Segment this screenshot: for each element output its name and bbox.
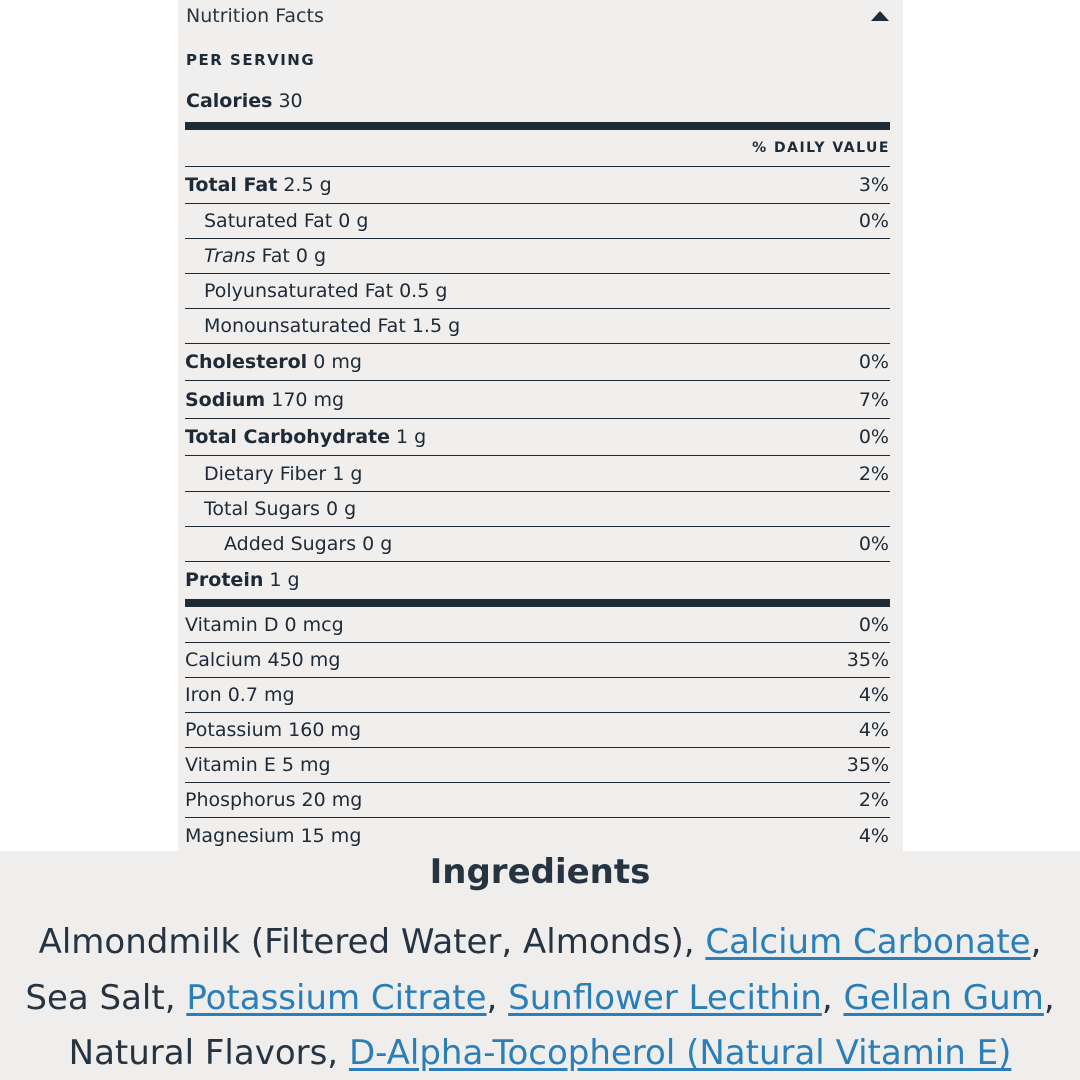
ingredient-link-potassium-citrate[interactable]: Potassium Citrate — [186, 978, 487, 1018]
per-serving-label: PER SERVING — [186, 51, 316, 69]
nutrient-label: Total Fat — [185, 174, 278, 196]
nutrient-pct: 0% — [858, 426, 889, 448]
nutrient-label: Polyunsaturated Fat — [204, 280, 394, 302]
nutrient-pct: 3% — [858, 174, 889, 196]
nutrient-value: 0.5 g — [399, 280, 448, 302]
mineral-row-calcium — [185, 643, 890, 678]
nutrient-label: Protein — [185, 568, 264, 591]
nutrient-label: Saturated Fat — [204, 210, 333, 232]
nutrient-list — [185, 167, 890, 597]
nutrient-row-total-sugars — [185, 492, 890, 527]
ingredient-separator: , — [1030, 922, 1042, 962]
nutrient-label: Cholesterol — [185, 351, 308, 373]
nutrient-pct: 0% — [858, 533, 889, 555]
mineral-label: Calcium 450 mg — [185, 649, 341, 671]
nutrient-row-protein — [185, 562, 890, 597]
mineral-label: Magnesium 15 mg — [185, 824, 362, 847]
ingredients-line — [0, 1033, 1080, 1073]
nutrient-pct: 7% — [858, 388, 889, 411]
mineral-label: Potassium 160 mg — [185, 719, 362, 741]
nutrient-label: Monounsaturated Fat — [204, 315, 406, 337]
mineral-label: Phosphorus 20 mg — [185, 789, 363, 811]
panel-title: Nutrition Facts — [186, 5, 324, 27]
ingredients-line — [0, 978, 1080, 1018]
mineral-row-vitamin-e — [185, 748, 890, 783]
nutrient-value: 1 g — [332, 462, 363, 485]
nutrient-label: Trans — [204, 245, 256, 267]
nutrient-row-cholesterol — [185, 344, 890, 381]
mineral-pct: 0% — [858, 614, 889, 636]
nutrient-label: Total Sugars — [204, 498, 320, 520]
nutrient-value: 2.5 g — [283, 174, 332, 196]
nutrient-row-total-fat — [185, 167, 890, 204]
ingredient-separator: , — [486, 978, 498, 1018]
calories-row — [186, 90, 303, 112]
nutrient-pct: 0% — [858, 210, 889, 232]
ingredient-link-gellan-gum[interactable]: Gellan Gum — [843, 978, 1044, 1018]
nutrient-label: Sodium — [185, 388, 266, 411]
nutrient-row-total-carbohydrate — [185, 419, 890, 456]
thick-divider — [185, 599, 890, 607]
nutrient-row-dietary-fiber — [185, 456, 890, 492]
mineral-pct: 35% — [846, 649, 889, 671]
ingredient-link-sunflower-lecithin[interactable]: Sunflower Lecithin — [508, 978, 822, 1018]
ingredients-title: Ingredients — [429, 852, 651, 892]
nutrient-label: Dietary Fiber — [204, 462, 327, 485]
nutrient-value: 1.5 g — [411, 315, 461, 337]
daily-value-header: % DAILY VALUE — [185, 130, 890, 167]
nutrient-value: 170 mg — [271, 388, 345, 411]
ingredient-separator: , — [1043, 978, 1055, 1018]
mineral-row-phosphorus — [185, 783, 890, 818]
ingredients-line — [0, 922, 1080, 962]
nutrient-label: Total Carbohydrate — [185, 426, 390, 448]
ingredient-text: Natural Flavors, — [68, 1033, 349, 1073]
ingredient-text: Sea Salt, — [25, 978, 187, 1018]
ingredient-separator: , — [821, 978, 833, 1018]
nutrient-row-sodium — [185, 381, 890, 419]
mineral-label: Iron 0.7 mg — [185, 684, 295, 706]
mineral-row-vitamin-d — [185, 608, 890, 643]
nutrient-row-trans-fat — [185, 239, 890, 274]
collapse-caret-icon[interactable] — [871, 11, 889, 21]
nutrient-label: Added Sugars — [224, 533, 357, 555]
nutrient-value: Fat 0 g — [261, 245, 327, 267]
calories-value: 30 — [278, 90, 303, 112]
mineral-pct: 35% — [846, 754, 889, 776]
calories-label: Calories — [186, 90, 273, 112]
nutrient-row-added-sugars — [185, 527, 890, 562]
nutrient-row-saturated-fat — [185, 204, 890, 239]
mineral-label: Vitamin E 5 mg — [185, 754, 331, 776]
mineral-row-potassium — [185, 713, 890, 748]
ingredient-link-calcium-carbonate[interactable]: Calcium Carbonate — [705, 922, 1031, 962]
vitamin-mineral-list — [185, 608, 890, 853]
mineral-row-iron — [185, 678, 890, 713]
nutrition-facts-panel — [178, 0, 903, 851]
ingredient-link-d-alpha-tocopherol[interactable]: D-Alpha-Tocopherol (Natural Vitamin E) — [348, 1033, 1012, 1073]
mineral-pct: 4% — [858, 684, 889, 706]
nutrient-pct: 2% — [858, 462, 889, 485]
mineral-row-magnesium — [185, 818, 890, 853]
ingredient-text: Almondmilk (Filtered Water, Almonds), — [38, 922, 706, 962]
mineral-pct: 4% — [858, 824, 889, 847]
nutrient-value: 0 g — [362, 533, 393, 555]
nutrient-value: 0 mg — [313, 351, 362, 373]
mineral-pct: 2% — [858, 789, 889, 811]
nutrient-pct: 0% — [858, 351, 889, 373]
panel-header[interactable] — [186, 0, 889, 32]
nutrient-value: 1 g — [269, 568, 300, 591]
nutrient-value: 0 g — [338, 210, 369, 232]
mineral-label: Vitamin D 0 mcg — [185, 614, 344, 636]
nutrient-row-polyunsaturated-fat — [185, 274, 890, 309]
thick-divider — [185, 122, 890, 130]
nutrient-value: 1 g — [396, 426, 427, 448]
nutrient-value: 0 g — [325, 498, 357, 520]
mineral-pct: 4% — [858, 719, 889, 741]
nutrient-row-monounsaturated-fat — [185, 309, 890, 344]
